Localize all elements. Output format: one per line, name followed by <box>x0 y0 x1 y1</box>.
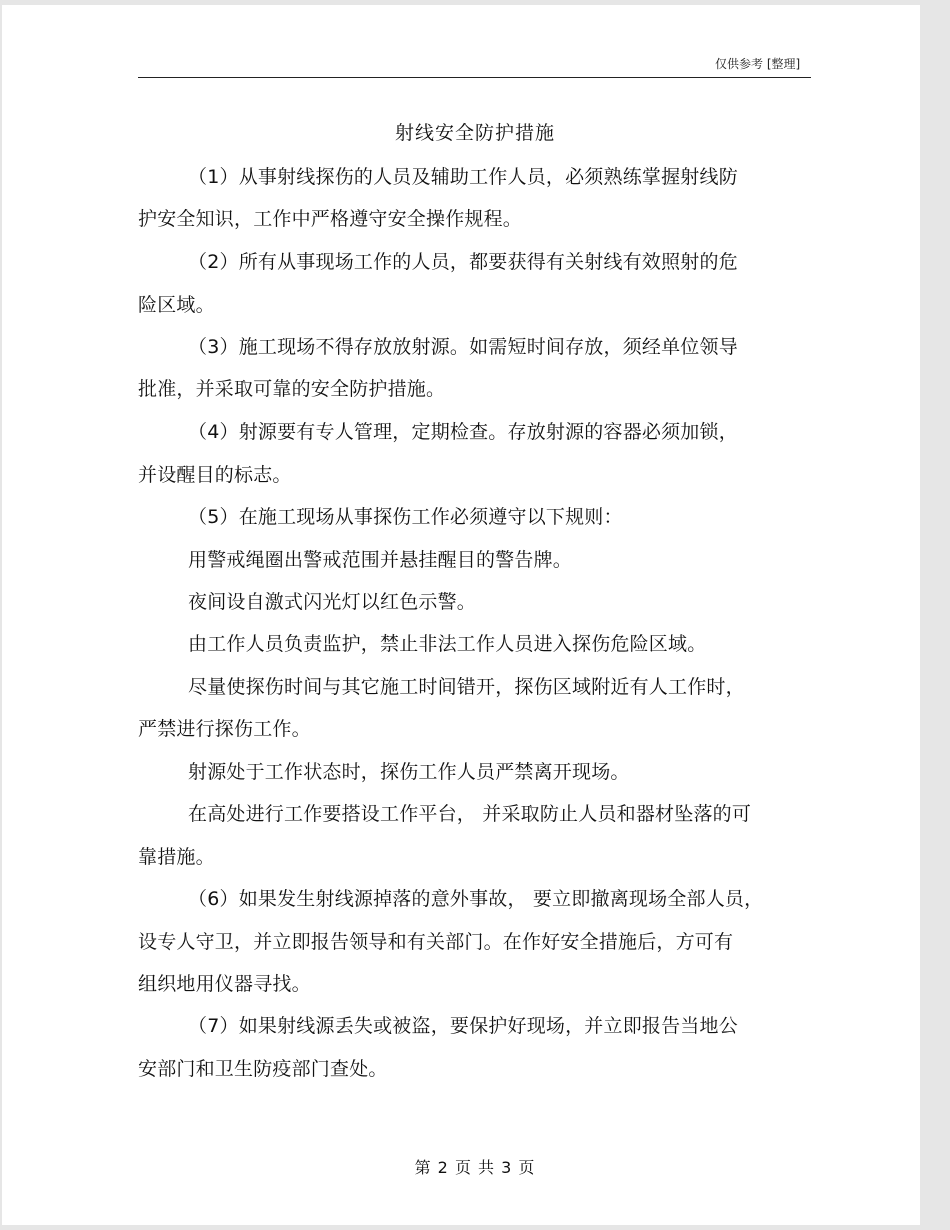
body-line: 靠措施。 <box>138 846 215 868</box>
body-line: 护安全知识，工作中严格遵守安全操作规程。 <box>138 208 523 230</box>
body-line: 并设醒目的标志。 <box>138 464 292 486</box>
body-line: 组织地用仪器寻找。 <box>138 973 311 995</box>
body-line: 射源处于工作状态时，探伤工作人员严禁离开现场。 <box>188 761 630 783</box>
body-line: 严禁进行探伤工作。 <box>138 718 311 740</box>
body-line: 用警戒绳圈出警戒范围并悬挂醒目的警告牌。 <box>188 549 573 571</box>
header-divider <box>138 77 811 78</box>
body-line: 安部门和卫生防疫部门查处。 <box>138 1058 388 1080</box>
body-line: 险区域。 <box>138 294 215 316</box>
body-line: （2）所有从事现场工作的人员，都要获得有关射线有效照射的危 <box>188 251 738 273</box>
body-line: （6）如果发生射线源掉落的意外事故， 要立即撤离现场全部人员， <box>188 888 764 910</box>
body-line: （4）射源要有专人管理，定期检查。存放射源的容器必须加锁， <box>188 421 738 443</box>
body-line: 尽量使探伤时间与其它施工时间错开，探伤区域附近有人工作时， <box>188 676 745 698</box>
page-number-footer: 第 2 页 共 3 页 <box>414 1158 536 1177</box>
body-line: （1）从事射线探伤的人员及辅助工作人员，必须熟练掌握射线防 <box>188 166 738 188</box>
header-note: 仅供参考 [整理] <box>715 57 801 71</box>
body-line: （5）在施工现场从事探伤工作必须遵守以下规则： <box>188 506 623 528</box>
body-line: 在高处进行工作要搭设工作平台， 并采取防止人员和器材坠落的可 <box>188 803 752 825</box>
body-line: 夜间设自激式闪光灯以红色示警。 <box>188 591 477 613</box>
body-line: 设专人守卫，并立即报告领导和有关部门。在作好安全措施后，方可有 <box>138 931 734 953</box>
body-line: 由工作人员负责监护，禁止非法工作人员进入探伤危险区域。 <box>188 633 707 655</box>
body-line: （3）施工现场不得存放放射源。如需短时间存放，须经单位领导 <box>188 336 738 358</box>
document-title: 射线安全防护措施 <box>394 122 555 144</box>
body-line: （7）如果射线源丢失或被盗，要保护好现场，并立即报告当地公 <box>188 1015 738 1037</box>
body-line: 批准，并采取可靠的安全防护措施。 <box>138 378 446 400</box>
